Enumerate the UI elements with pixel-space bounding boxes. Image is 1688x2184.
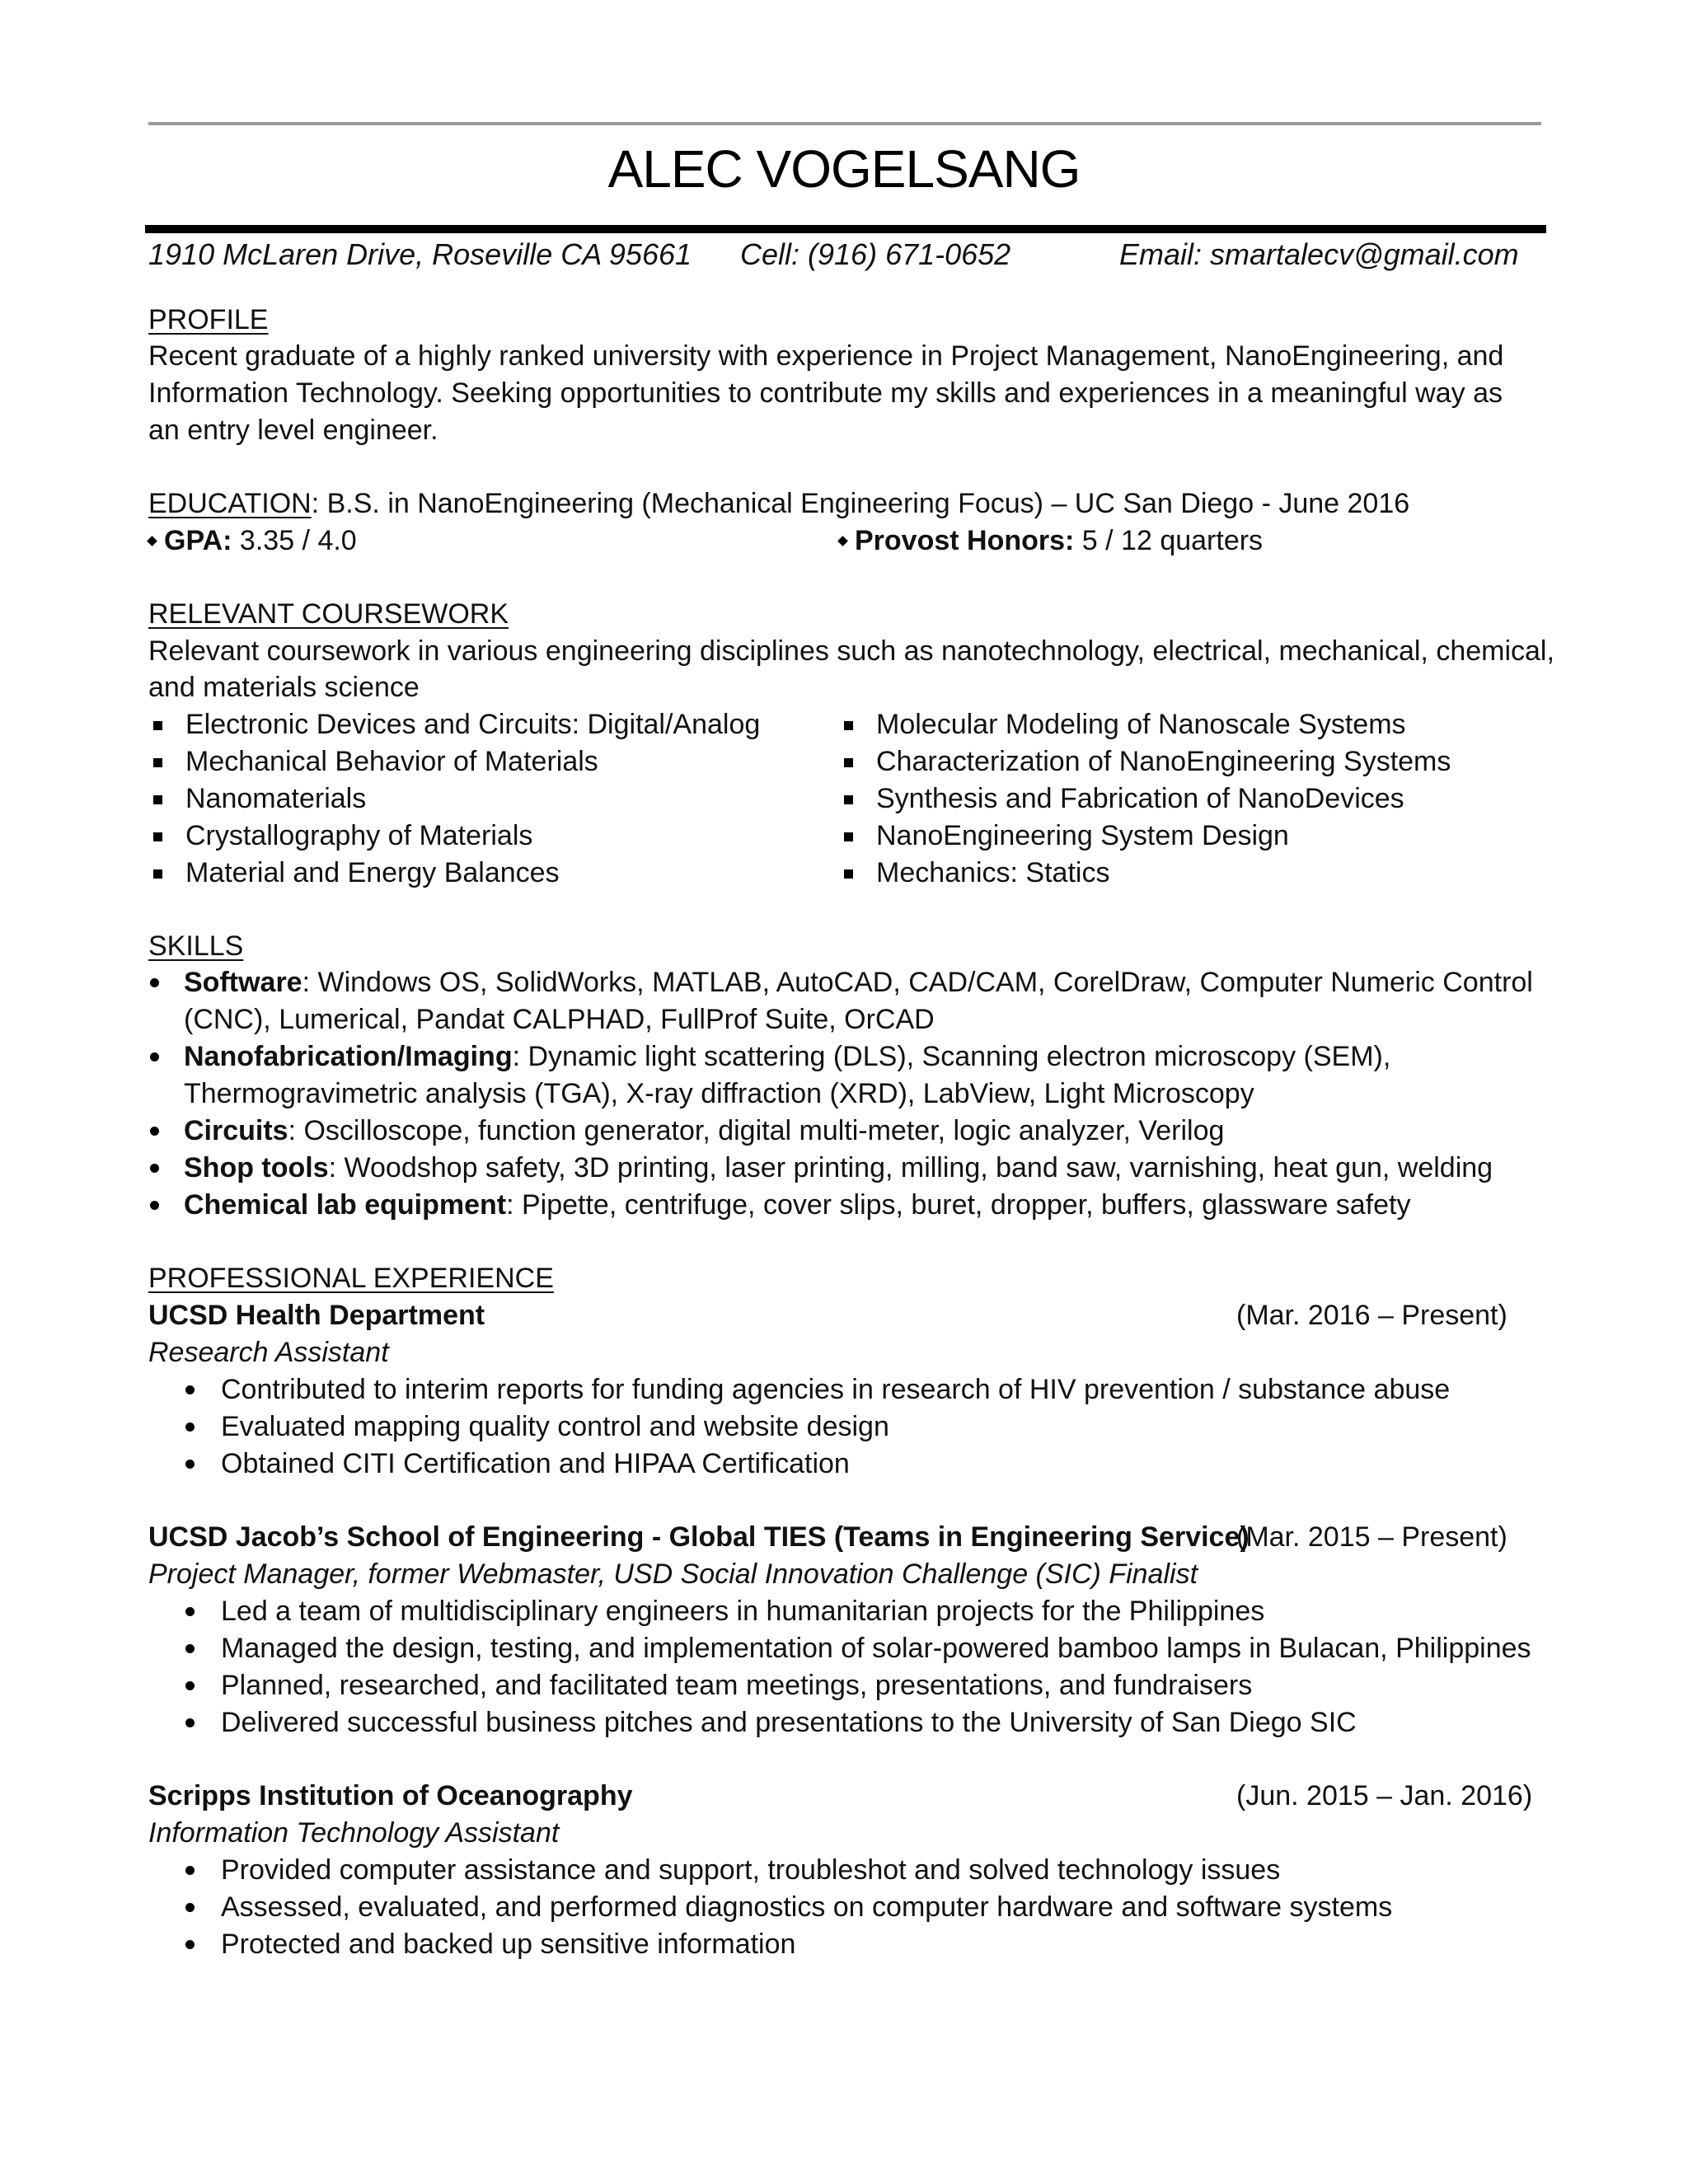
job-organization: Scripps Institution of Oceanography <box>148 1780 633 1811</box>
skill-text: : Pipette, centrifuge, cover slips, buret, dropper, buffers, glassware safety <box>506 1189 1411 1221</box>
coursework-heading: RELEVANT COURSEWORK <box>148 598 509 630</box>
job-dates: (Mar. 2015 – Present) <box>1236 1521 1507 1553</box>
course-item: Mechanics: Statics <box>876 857 1110 888</box>
job-bullet: Managed the design, testing, and implementation of solar-powered bamboo lamps in Bulacan, Philippines <box>221 1633 1531 1664</box>
job-role: Research Assistant <box>148 1337 389 1368</box>
skill-text: : Oscilloscope, function generator, digital multi-meter, logic analyzer, Verilog <box>288 1115 1225 1146</box>
profile-heading: PROFILE <box>148 304 269 335</box>
square-bullet-icon <box>844 721 853 730</box>
gpa-label: GPA: <box>164 525 232 556</box>
skill-text: : Woodshop safety, 3D printing, laser printing, milling, band saw, varnishing, heat gun, welding <box>328 1152 1493 1183</box>
course-item: Synthesis and Fabrication of NanoDevices <box>876 783 1404 814</box>
skill-item <box>184 1113 1224 1149</box>
education-degree: B.S. in NanoEngineering (Mechanical Engineering Focus) – UC San Diego - June 2016 <box>319 488 1410 519</box>
bullet-icon <box>150 1201 159 1210</box>
square-bullet-icon <box>153 832 162 841</box>
job-dates: (Jun. 2015 – Jan. 2016) <box>1236 1780 1533 1811</box>
job-bullet: Obtained CITI Certification and HIPAA Certification <box>221 1448 850 1479</box>
square-bullet-icon <box>844 869 853 879</box>
course-item: Material and Energy Balances <box>185 857 560 888</box>
top-divider <box>148 122 1541 125</box>
coursework-line: Relevant coursework in various engineering disciplines such as nanotechnology, electrical, mechanical, chemical, <box>148 635 1554 667</box>
candidate-name: ALEC VOGELSANG <box>607 139 1081 199</box>
bullet-icon <box>185 1903 195 1912</box>
skill-text: : Windows OS, SolidWorks, MATLAB, AutoCAD, CAD/CAM, CorelDraw, Computer Numeric Control <box>302 967 1533 998</box>
square-bullet-icon <box>153 795 162 804</box>
education-line <box>148 485 1409 522</box>
bullet-icon <box>185 1607 195 1616</box>
skills-heading: SKILLS <box>148 930 244 962</box>
skill-continuation: (CNC), Lumerical, Pandat CALPHAD, FullProf Suite, OrCAD <box>184 1004 935 1035</box>
name-divider <box>145 225 1546 233</box>
diamond-bullet-icon <box>837 536 848 546</box>
experience-heading: PROFESSIONAL EXPERIENCE <box>148 1263 554 1294</box>
profile-line: an entry level engineer. <box>148 415 438 446</box>
bullet-icon <box>185 1460 195 1469</box>
bullet-icon <box>185 1385 195 1394</box>
education-gpa <box>148 523 357 559</box>
contact-cell: Cell: (916) 671-0652 <box>740 237 1011 271</box>
education-honors <box>839 523 1263 559</box>
bullet-icon <box>150 1052 159 1062</box>
bullet-icon <box>185 1940 195 1949</box>
skill-label: Nanofabrication/Imaging <box>184 1041 513 1072</box>
diamond-bullet-icon <box>147 536 157 546</box>
education-colon: : <box>311 488 320 519</box>
job-bullet: Protected and backed up sensitive information <box>221 1929 796 1960</box>
coursework-line: and materials science <box>148 672 420 703</box>
course-item: Electronic Devices and Circuits: Digital/Analog <box>185 709 761 740</box>
job-bullet: Delivered successful business pitches and presentations to the University of San Diego SIC <box>221 1707 1357 1738</box>
square-bullet-icon <box>844 832 853 841</box>
skill-item <box>184 1187 1410 1223</box>
course-item: Characterization of NanoEngineering Systems <box>876 746 1451 777</box>
skill-item <box>184 964 1533 1001</box>
skill-item <box>184 1150 1493 1186</box>
job-role: Information Technology Assistant <box>148 1817 560 1849</box>
skill-label: Software <box>184 967 302 998</box>
course-item: NanoEngineering System Design <box>876 820 1289 851</box>
job-organization: UCSD Health Department <box>148 1300 485 1331</box>
skill-label: Circuits <box>184 1115 288 1146</box>
bullet-icon <box>185 1866 195 1875</box>
contact-email: Email: smartalecv@gmail.com <box>1119 237 1519 271</box>
bullet-icon <box>185 1644 195 1653</box>
job-role: Project Manager, former Webmaster, USD Social Innovation Challenge (SIC) Finalist <box>148 1558 1198 1590</box>
bullet-icon <box>185 1718 195 1727</box>
bullet-icon <box>185 1681 195 1690</box>
job-bullet: Contributed to interim reports for funding agencies in research of HIV prevention / substance abuse <box>221 1374 1451 1405</box>
bullet-icon <box>150 1127 159 1136</box>
course-item: Nanomaterials <box>185 783 367 814</box>
job-bullet: Evaluated mapping quality control and website design <box>221 1411 889 1442</box>
profile-line: Recent graduate of a highly ranked university with experience in Project Management, NanoEngineering, and <box>148 340 1504 372</box>
honors-label: Provost Honors: <box>855 525 1075 556</box>
job-organization: UCSD Jacob’s School of Engineering - Global TIES (Teams in Engineering Service) <box>148 1521 1250 1553</box>
job-bullet: Led a team of multidisciplinary engineers in humanitarian projects for the Philippines <box>221 1596 1265 1627</box>
square-bullet-icon <box>844 795 853 804</box>
honors-value: 5 / 12 quarters <box>1074 525 1264 556</box>
job-bullet: Assessed, evaluated, and performed diagnostics on computer hardware and software systems <box>221 1891 1393 1923</box>
job-bullet: Provided computer assistance and support, troubleshot and solved technology issues <box>221 1854 1281 1886</box>
contact-address: 1910 McLaren Drive, Roseville CA 95661 <box>148 237 692 271</box>
skill-text: : Dynamic light scattering (DLS), Scanning electron microscopy (SEM), <box>512 1041 1391 1072</box>
bullet-icon <box>150 978 159 987</box>
education-heading: EDUCATION <box>148 488 312 519</box>
course-item: Molecular Modeling of Nanoscale Systems <box>876 709 1406 740</box>
job-bullet: Planned, researched, and facilitated team meetings, presentations, and fundraisers <box>221 1670 1253 1701</box>
job-dates: (Mar. 2016 – Present) <box>1236 1300 1507 1331</box>
course-item: Crystallography of Materials <box>185 820 533 851</box>
gpa-value: 3.35 / 4.0 <box>232 525 357 556</box>
bullet-icon <box>150 1164 159 1173</box>
square-bullet-icon <box>153 869 162 879</box>
square-bullet-icon <box>844 758 853 767</box>
square-bullet-icon <box>153 758 162 767</box>
profile-line: Information Technology. Seeking opportunities to contribute my skills and experiences in a meaningful way as <box>148 377 1503 409</box>
square-bullet-icon <box>153 721 162 730</box>
skill-item <box>184 1038 1390 1075</box>
skill-continuation: Thermogravimetric analysis (TGA), X-ray diffraction (XRD), LabView, Light Microscopy <box>184 1078 1254 1109</box>
skill-label: Chemical lab equipment <box>184 1189 507 1221</box>
course-item: Mechanical Behavior of Materials <box>185 746 598 777</box>
skill-label: Shop tools <box>184 1152 329 1183</box>
bullet-icon <box>185 1422 195 1432</box>
